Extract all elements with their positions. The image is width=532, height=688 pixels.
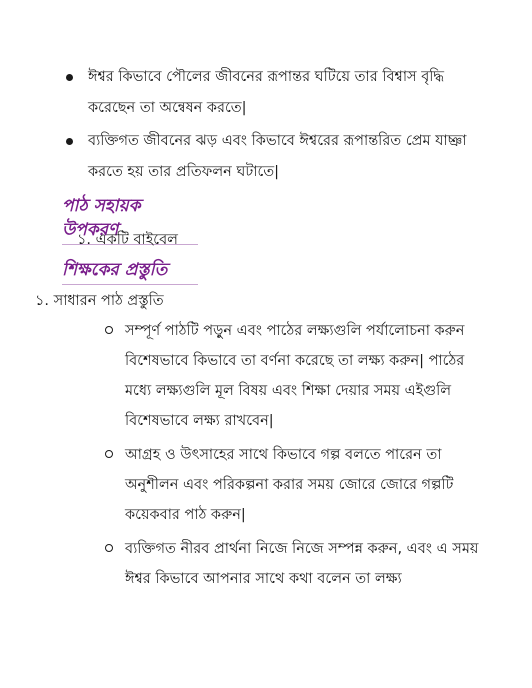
bullet-icon bbox=[66, 138, 73, 145]
sub-item-text: আগ্রহ ও উৎসাহের সাথে কিভাবে গল্প বলতে পারেন তা অনুশীলন এবং পরিকল্পনা করার সময় জোরে জোরে গল্পটি কয়েকবার পাঠ করুন| bbox=[125, 447, 454, 523]
prep-sub-list bbox=[105, 316, 485, 598]
objective-text: ব্যক্তিগত জীবনের ঝড় এবং কিভাবে ঈশ্বরের রূপান্তরিত প্রেম যাচ্ঞা করতে হয় তার প্রতিফলন ঘটাতে| bbox=[88, 133, 467, 180]
objectives-list bbox=[62, 62, 472, 190]
list-item bbox=[105, 440, 485, 530]
sub-item-text: ব্যক্তিগত নীরব প্রার্থনা নিজে নিজে সম্পন্ন করুন, এবং এ সময় ঈশ্বর কিভাবে আপনার সাথে কথা বলেন তা লক্ষ্য bbox=[125, 541, 479, 587]
list-item bbox=[62, 126, 472, 188]
objective-text: ঈশ্বর কিভাবে পৌলের জীবনের রূপান্তর ঘটিয়ে তার বিশ্বাস বৃদ্ধি করেছেন তা অন্বেষন করতে| bbox=[88, 69, 445, 116]
circle-bullet-icon bbox=[105, 326, 113, 334]
bullet-icon bbox=[66, 74, 73, 81]
materials-item: ১. একটি বাইবেল bbox=[77, 232, 178, 248]
list-item bbox=[105, 316, 485, 436]
sub-item-text: সম্পূর্ণ পাঠটি পড়ুন এবং পাঠের লক্ষ্যগুলি পর্যালোচনা করুন বিশেষভাবে কিভাবে তা বর্ণনা করেছে তা লক্ষ্য করুন| পাঠের মধ্যে লক্ষ্যগুলি মূল বিষয় এবং শিক্ষা দেয়ার সময় এইগুলি বিশেষভাবে লক্ষ্য রাখবেন| bbox=[125, 323, 465, 429]
circle-bullet-icon bbox=[105, 450, 113, 458]
list-item bbox=[62, 62, 472, 124]
section-heading-teacher-prep: শিক্ষকের প্রস্তুতি bbox=[62, 258, 198, 285]
list-item bbox=[105, 534, 485, 594]
circle-bullet-icon bbox=[105, 544, 113, 552]
section-heading-materials: পাঠ সহায়ক উপকরণ bbox=[62, 194, 198, 245]
prep-item: ১. সাধারন পাঠ প্রস্তুতি bbox=[35, 293, 164, 309]
